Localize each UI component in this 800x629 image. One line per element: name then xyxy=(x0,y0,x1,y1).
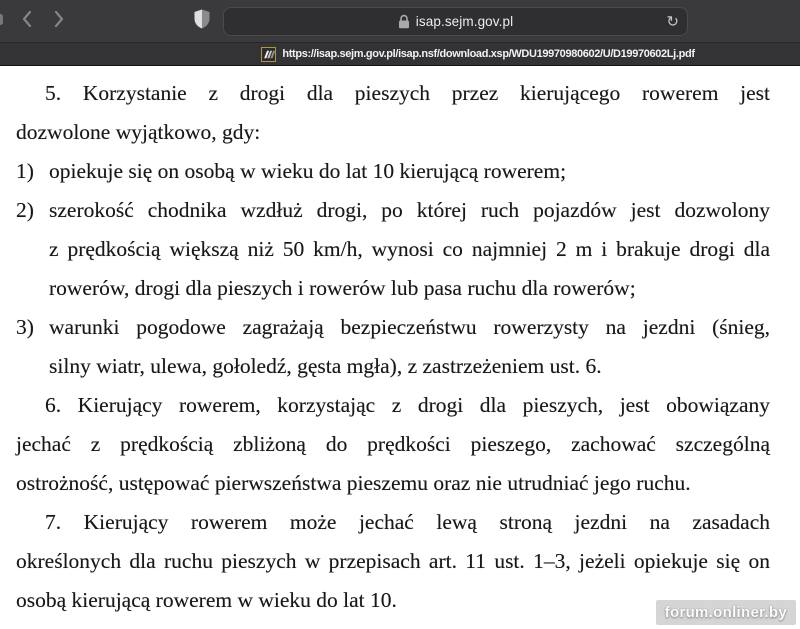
list-number: 3) xyxy=(16,315,34,339)
reload-button[interactable] xyxy=(666,14,679,29)
text-line: opiekuje się on osobą w wieku do lat 10 kierującą rowerem; xyxy=(49,159,567,183)
pdf-favicon-icon xyxy=(261,47,276,62)
lock-icon xyxy=(398,14,410,29)
text-line: warunki pogodowe zagrażają bezpieczeństwu rowerzysty na jezdni (śnieg, xyxy=(49,315,770,339)
reload-icon: ↻ xyxy=(666,12,679,30)
text-line: osobą kierującą rowerem w wieku do lat 10. xyxy=(16,588,397,612)
pdf-url-status-bar xyxy=(0,42,800,66)
chevron-right-icon xyxy=(52,9,65,34)
text-line: ostrożność, ustępować pierwszeństwa pieszemu oraz nie utrudniać jego ruchu. xyxy=(16,471,691,495)
address-domain: isap.sejm.gov.pl xyxy=(415,14,514,29)
text-line: z prędkością większą niż 50 km/h, wynosi co najmniej 2 m i brakuje drogi dla xyxy=(49,237,770,261)
list-number: 2) xyxy=(16,198,34,222)
list-number: 1) xyxy=(16,159,34,183)
back-button[interactable] xyxy=(14,10,38,32)
forward-button[interactable] xyxy=(46,10,70,32)
text-line: jechać z prędkością zbliżoną do prędkości pieszego, zachować szczególną xyxy=(16,432,770,456)
address-bar[interactable] xyxy=(223,7,688,36)
privacy-shield-button[interactable] xyxy=(192,10,212,32)
browser-toolbar xyxy=(0,0,800,42)
pdf-page xyxy=(0,66,800,629)
shield-icon xyxy=(194,9,210,34)
window-edge-notch xyxy=(0,14,3,25)
text-line: 6. Kierujący rowerem, korzystając z drogi dla pieszych, jest obowiązany xyxy=(45,393,770,417)
chevron-left-icon xyxy=(20,9,33,34)
text-line: szerokość chodnika wzdłuż drogi, po której ruch pojazdów jest dozwolony xyxy=(49,198,770,222)
text-line: dozwolone wyjątkowo, gdy: xyxy=(16,120,261,144)
text-line: 5. Korzystanie z drogi dla pieszych przez kierującego rowerem jest xyxy=(45,81,770,105)
pdf-url-text: https://isap.sejm.gov.pl/isap.nsf/download.xsp/WDU19970980602/U/D19970602Lj.pdf xyxy=(282,48,695,60)
list-item-1 xyxy=(16,152,770,191)
watermark-badge xyxy=(656,600,796,625)
watermark-text: forum.onliner.by xyxy=(664,604,787,621)
list-item-2 xyxy=(16,191,770,308)
paragraph-ust-5 xyxy=(16,74,770,152)
text-line: 7. Kierujący rowerem może jechać lewą stroną jezdni na zasadach xyxy=(45,510,770,534)
pdf-url-group xyxy=(261,47,694,62)
text-line: silny wiatr, ulewa, gołoledź, gęsta mgła), z zastrzeżeniem ust. 6. xyxy=(49,354,602,378)
text-line: określonych dla ruchu pieszych w przepisach art. 11 ust. 1–3, jeżeli opiekuje się on xyxy=(16,549,770,573)
list-item-3 xyxy=(16,308,770,386)
paragraph-ust-6 xyxy=(16,386,770,503)
text-line: rowerów, drogi dla pieszych i rowerów lub pasa ruchu dla rowerów; xyxy=(49,276,636,300)
